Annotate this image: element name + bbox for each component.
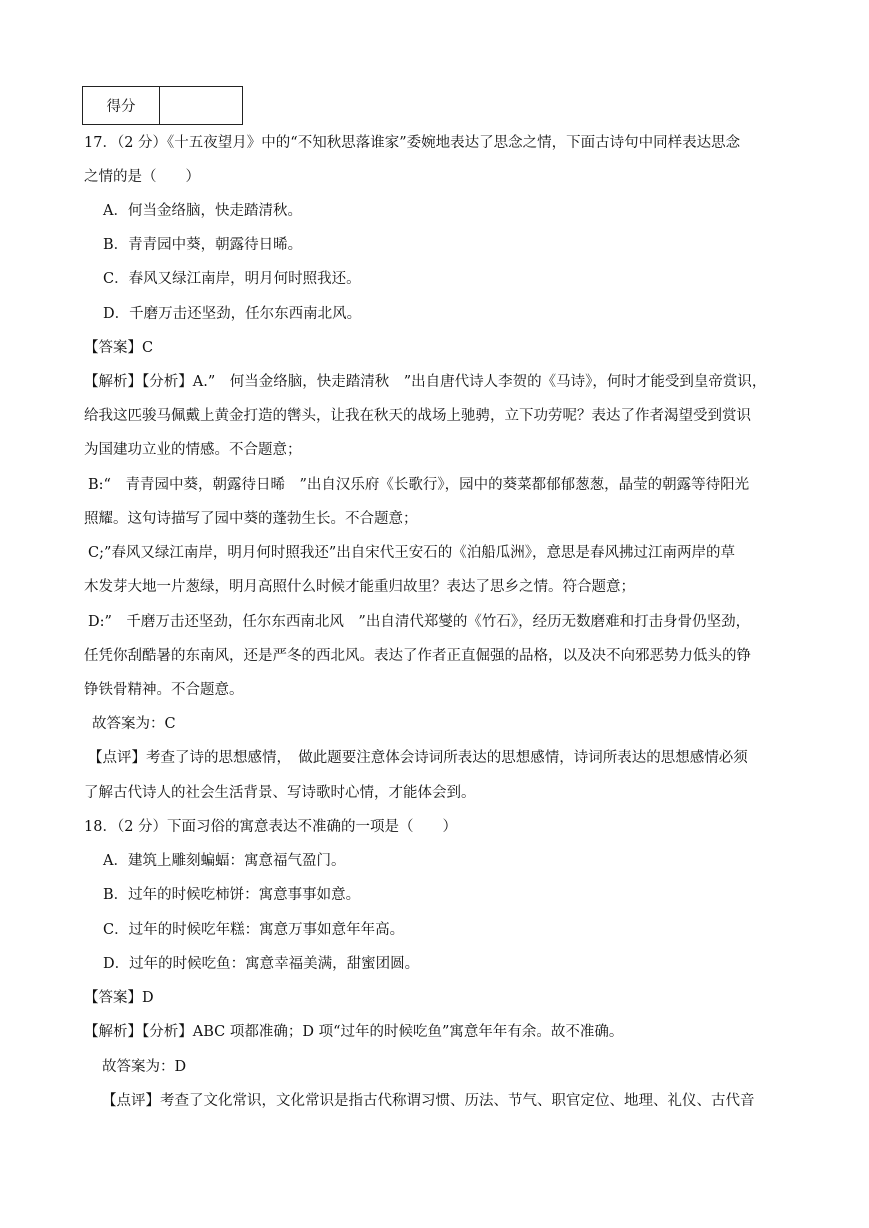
q18-option-c: C．过年的时候吃年糕：寓意万事如意年年高。 xyxy=(103,922,405,938)
q17-analysis-line2: 给我这匹骏马佩戴上黄金打造的辔头，让我在秋天的战场上驰骋，立下功劳呢？表达了作者渴望受到赏识 xyxy=(84,408,751,424)
q17-analysis-line10: 铮铁骨精神。不合题意。 xyxy=(84,682,244,698)
score-table xyxy=(82,86,243,125)
score-label: 得分 xyxy=(83,87,160,125)
q18-answer: 【答案】D xyxy=(84,990,154,1006)
q17-option-c: C．春风又绿江南岸，明月何时照我还。 xyxy=(103,271,361,287)
q18-option-a: A．建筑上雕刻蝙蝠：寓意福气盈门。 xyxy=(103,853,346,869)
q18-analysis: 【解析】【分析】ABC 项都准确；D 项“过年的时候吃鱼”寓意年年有余。故不准确。 xyxy=(84,1024,624,1040)
q17-analysis-line8: D:” 千磨万击还坚劲，任尔东西南北风 ”出自清代郑燮的《竹石》，经历无数磨难和打击身骨仍坚劲， xyxy=(88,614,751,630)
q17-stem-line1: 17．（2 分）《十五夜望月》中的“不知秋思落谁家”委婉地表达了思念之情，下面古诗句中同样表达思念 xyxy=(84,135,741,151)
q17-comment-line1: 【点评】考查了诗的思想感情， 做此题要注意体会诗词所表达的思想感情，诗词所表达的思想感情必须 xyxy=(88,750,748,766)
q18-conclusion: 故答案为：D xyxy=(102,1059,187,1075)
q18-option-b: B．过年的时候吃柿饼：寓意事事如意。 xyxy=(103,887,361,903)
q17-analysis-line5: 照耀。这句诗描写了园中葵的蓬勃生长。不合题意； xyxy=(84,511,418,527)
q17-stem-line2: 之情的是（ ） xyxy=(84,169,200,185)
score-value-cell xyxy=(160,87,243,125)
q18-comment-line1: 【点评】考查了文化常识，文化常识是指古代称谓习惯、历法、节气、职官定位、地理、礼仪、古代音 xyxy=(102,1093,755,1109)
q17-analysis-line1: 【解析】【分析】A.” 何当金络脑，快走踏清秋 ”出自唐代诗人李贺的《马诗》，何时才能受到皇帝赏识， xyxy=(84,374,767,390)
q17-answer: 【答案】C xyxy=(84,340,154,356)
q17-analysis-line7: 木发芽大地一片葱绿，明月高照什么时候才能重归故里？表达了思乡之情。符合题意； xyxy=(84,579,635,595)
q17-option-a: A．何当金络脑，快走踏清秋。 xyxy=(103,203,302,219)
q17-analysis-line4: B:“ 青青园中葵，朝露待日晞 ”出自汉乐府《长歌行》，园中的葵菜都郁郁葱葱，晶莹的朝露等待阳光 xyxy=(88,477,750,493)
q17-analysis-line9: 任凭你刮酷暑的东南风，还是严冬的西北风。表达了作者正直倔强的品格，以及决不向邪恶势力低头的铮 xyxy=(84,648,751,664)
q17-analysis-line3: 为国建功立业的情感。不合题意； xyxy=(84,442,302,458)
q18-option-d: D．过年的时候吃鱼：寓意幸福美满，甜蜜团圆。 xyxy=(103,956,420,972)
q17-analysis-line6: C;”春风又绿江南岸，明月何时照我还”出自宋代王安石的《泊船瓜洲》，意思是春风拂过江南两岸的草 xyxy=(88,545,736,561)
q17-conclusion: 故答案为：C xyxy=(92,716,176,732)
q17-option-d: D．千磨万击还坚劲，任尔东西南北风。 xyxy=(103,306,362,322)
q18-stem: 18．（2 分）下面习俗的寓意表达不准确的一项是（ ） xyxy=(84,819,458,835)
q17-comment-line2: 了解古代诗人的社会生活背景、写诗歌时心情，才能体会到。 xyxy=(84,785,476,801)
q17-option-b: B．青青园中葵，朝露待日晞。 xyxy=(103,237,303,253)
